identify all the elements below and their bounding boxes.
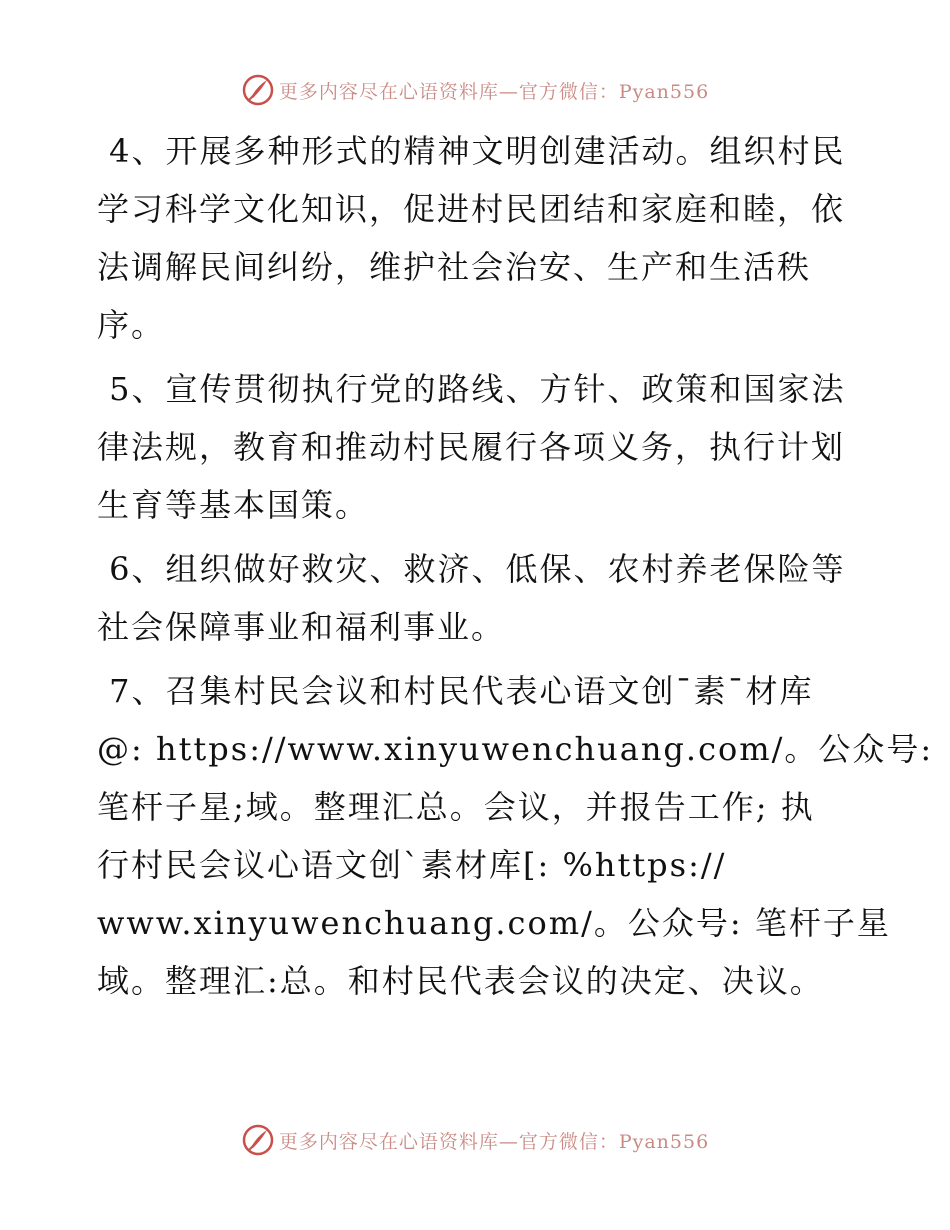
text-line: 6、组织做好救灾、救济、低保、农村养老保险等	[97, 550, 846, 588]
text-line: 行村民会议心语文创`素材库[: %https://	[97, 846, 727, 884]
document-body	[97, 122, 934, 1010]
text-line: 5、宣传贯彻执行党的路线、方针、政策和国家法	[97, 370, 846, 408]
text-line: 序。	[97, 306, 166, 344]
text-line: www.xinyuwenchuang.com/。公众号: 笔杆子星	[97, 904, 891, 942]
text-line: 7、召集村民会议和村民代表心语文创¯素¯材库	[97, 672, 814, 710]
footer-banner-text: 更多内容尽在心语资料库—官方微信：Pyan556	[278, 1130, 710, 1153]
text-line: 法调解民间纠纷，维护社会治安、生产和生活秩	[97, 248, 812, 286]
quill-seal-icon	[241, 1123, 275, 1157]
paragraph-item-5	[97, 360, 867, 534]
text-line: 社会保障事业和福利事业。	[97, 608, 506, 646]
paragraph-item-6	[97, 540, 867, 656]
text-line: 学习科学文化知识，促进村民团结和家庭和睦，依	[97, 190, 846, 228]
quill-seal-icon	[241, 73, 275, 107]
paragraph-item-4	[97, 122, 867, 354]
text-line: 律法规，教育和推动村民履行各项义务，执行计划	[97, 428, 846, 466]
paragraph-item-7	[97, 662, 934, 1010]
header-banner	[0, 68, 950, 112]
text-line: 生育等基本国策。	[97, 486, 370, 524]
text-line: @: https://www.xinyuwenchuang.com/。公众号:	[97, 730, 934, 768]
footer-banner	[0, 1118, 950, 1162]
text-line: 笔杆子星;域。整理汇总。会议，并报告工作; 执	[97, 788, 815, 826]
header-banner-text: 更多内容尽在心语资料库—官方微信：Pyan556	[278, 80, 710, 103]
text-line: 4、开展多种形式的精神文明创建活动。组织村民	[97, 132, 846, 170]
text-line: 域。整理汇:总。和村民代表会议的决定、决议。	[97, 962, 824, 1000]
